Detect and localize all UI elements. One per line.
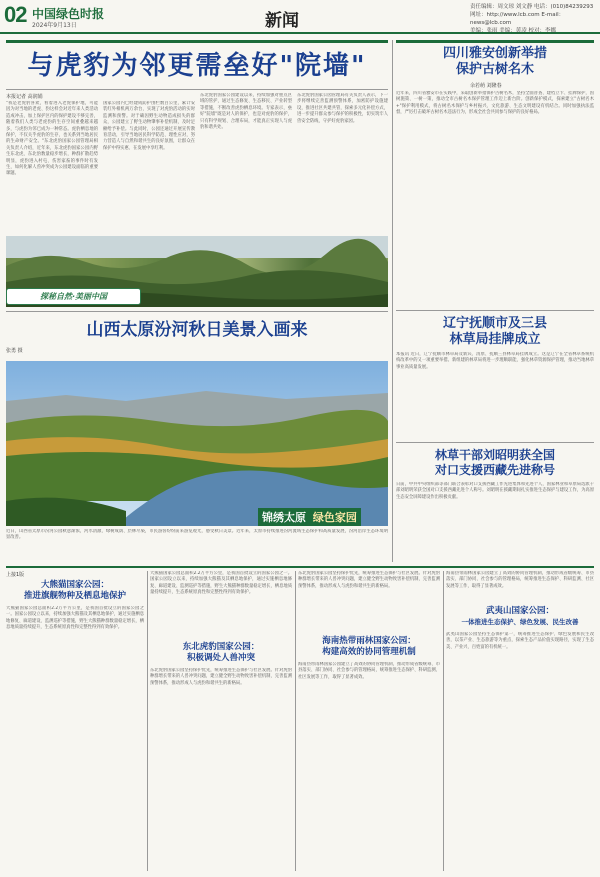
sichuan-headline <box>400 46 590 78</box>
linzhi-headline <box>400 448 590 478</box>
main-col-4: 东北虎豹国家公园管理局有关负责人表示，下一步将继续完善监测预警体系，加密防护设施建设，推进社区共建共管，探索多元化补偿方式，进一步提升群众参与保护的积极性，切实筑牢人兽安全防线，守护好虎豹家园。 <box>297 93 388 124</box>
linzhi-headline-line-2: 对口支援西藏先进称号 <box>434 463 555 477</box>
hainan-headline <box>298 636 440 658</box>
hainan-headline-1: 海南热带雨林国家公园： <box>322 636 416 646</box>
column-divider-b2 <box>295 571 296 871</box>
shanxi-badge <box>258 508 361 526</box>
bottom-mid-intro: 大熊猫国家公园总面积2.2万平方公里，是我国首批设立的国家公园之一。国家公园设立以来，持续加强大熊猫及其栖息地保护，通过实施栖息地修复、廊道建设、监测巡护等措施，野生大熊猫种群数量稳定增长，栖息地质量持续提升，生态系统原真性和完整性得到有效保护。 <box>150 571 292 596</box>
shanxi-photo-credit: 张勇 摄 <box>6 348 23 354</box>
column-divider-b3 <box>443 571 444 871</box>
contact-info <box>470 3 600 35</box>
sichuan-headline-line-2: 保护古树名木 <box>455 62 534 77</box>
main-col-3: 东北虎豹国家公园建设以来，持续加强对重点区域的管护，通过生态修复、生态移民、产业转型等措施，不断改善虎豹栖息环境。专家表示，垒好"院墙"既是对人的保护，也是对虎豹的保护，只有科学规划、合理布局，才能真正实现人与虎豹和谐共处。 <box>200 93 292 131</box>
linzhi-rule <box>396 442 594 443</box>
shanxi-top-rule <box>6 311 388 312</box>
bottom-right-body: 武夷山国家公园坚持生态保护第一，统筹推进生态保护、绿色发展和民生改善，以茶产业、生态旅游等为重点，探索生态产品价值实现路径，实现了生态美、产业兴、百姓富的有机统一。 <box>446 632 594 650</box>
contact-line-3: 美编：张雨 美编：黄凌 校对：李娜 <box>470 28 556 34</box>
bottom-right-subheadline: 一体推进生态保护、绿色发展、民生改善 <box>461 618 579 626</box>
bottom-right-intro: 海南热带雨林国家公园建立了高效的协同管理机制，推动形成省级统筹、市县落实、部门协同、社会参与的管理格局，统筹推进生态保护、科研监测、社区发展等工作，取得了显著成效。 <box>446 571 594 589</box>
bottom-left-body: 大熊猫国家公园总面积2.2万平方公里，是我国首批设立的国家公园之一。国家公园设立以来，持续加强大熊猫及其栖息地保护，通过实施栖息地修复、廊道建设、监测巡护等措施，野生大熊猫种群数量稳定增长，栖息地质量持续提升，生态系统原真性和完整性得到有效保护。 <box>6 606 144 631</box>
shanxi-badge-right: 绿色家园 <box>312 511 357 524</box>
liaoning-headline <box>400 316 590 348</box>
liaoning-headline-line-1: 辽宁抚顺市及三县 <box>442 316 547 331</box>
bottom-mid-headline <box>150 642 292 664</box>
shanxi-badge-left: 锦绣太原 <box>262 511 306 524</box>
main-headline-box <box>6 40 388 90</box>
logo-badge: 探秘自然·美丽中国 <box>6 288 141 305</box>
page-number: 02 <box>4 2 27 27</box>
column-divider-right <box>392 40 393 562</box>
paper-name: 中国绿色时报 <box>32 7 105 21</box>
sichuan-top-rule <box>396 40 594 43</box>
bottom-mid-body: 东北虎豹国家公园坚持保护优先，统筹推进生态保护与社区发展。针对虎豹种群增长带来的人兽冲突问题，建立健全野生动物致害补偿机制，完善监测预警体系，推动形成人与虎豹和谐共生的新格局。 <box>150 668 292 686</box>
section-title: 新闻 <box>265 11 299 31</box>
hainan-body: 海南热带雨林国家公园建立了高效的协同管理机制，推动形成省级统筹、市县落实、部门协同、社会参与的管理格局，统筹推进生态保护、科研监测、社区发展等工作，取得了显著成效。 <box>298 662 440 680</box>
liaoning-headline-line-2: 林草局挂牌成立 <box>449 332 541 347</box>
bottom-left-headline <box>6 580 144 602</box>
bottom-right-headline <box>446 606 594 628</box>
main-col-1: "我是老虎豹喜欢，看着进入老虎保护地，可能因为对当地的老虎、豹这样会对近年来人类活动造成冲击，加上保护区内的保护建设不够完善，随着我们人类与老虎豹的生存空间重叠越来越多，与虎豹为邻已成为一种常态。虎豹栖息地的保护，不仅关乎虎豹的生存，也关系到当地居民的生命财产安全。"东北虎豹国家公园管理局相关负责人介绍，近年来，东北虎豹国家公园内野生东北虎、东北豹数量稳步增长，种群扩散趋势明显，虎豹进入村屯、伤害家畜的事件时有发生，如何化解人兽冲突成为公园建设面临的重要课题。 <box>6 101 98 177</box>
paper-date: 2024年9月13日 <box>32 22 77 29</box>
main-col-2: 国家公园内已经建成防护围栏数百公里，累计安装红外相机两万余台，实现了对虎豹活动的实时监测和预警。对于确因野生动物造成损失的群众，公园建立了野生动物肇事补偿机制，及时足额给予补偿。与此同时，公园还通过开展宣传教育活动，引导当地居民科学防范、理性应对，努力营造人与自然和谐共生的良好氛围，让群众在保护中得实惠、在发展中享红利。 <box>103 101 195 151</box>
bottom-mid-headline-1: 东北虎豹国家公园： <box>182 642 260 652</box>
main-headline: 与虎豹为邻更需垒好"院墙" <box>27 51 367 81</box>
bottom-right-headline-1: 武夷山国家公园： <box>485 606 554 616</box>
river-park-image <box>6 361 388 526</box>
bottom-mid-headline-2: 积极调处人兽冲突 <box>186 653 255 663</box>
main-byline: 本报记者 高润娟 <box>6 94 43 100</box>
linzhi-body: 日前，中共中央组织部等部门联合表彰对口支援西藏工作先进集体和先进个人，国家林业和草原局选派干部刘昭明荣获全国对口支援西藏先进个人称号。刘昭明在援藏期间扎实推进生态保护与建设工作，为高原生态安全屏障建设作出积极贡献。 <box>396 482 594 500</box>
bottom-left-headline-2: 推进旗舰物种及栖息地保护 <box>23 591 126 601</box>
bottom-left-headline-1: 大熊猫国家公园： <box>40 580 109 590</box>
contact-line-2: 网址：http://www.lcb.com E-mail：news@lcb.com <box>470 12 565 26</box>
column-divider-b1 <box>147 571 148 871</box>
liaoning-body: 本报讯 近日，辽宁抚顺市林草局及新宾、清原、抚顺三县林草局挂牌成立。这是辽宁在全省林草系统机构改革中的又一项重要举措。新组建的林草局将进一步理顺职能，强化林草资源保护管理，推动当地林草事业高质量发展。 <box>396 352 594 370</box>
bottom-left-tag: 上接1版 <box>6 572 25 578</box>
sichuan-body: 近年来，四川省雅安市在实践中，采取创新举措保护古树名木，坚持全面普查、建档立卡、挂牌保护，因树施策、一树一策，推动全市古树名木保护管理工作迈上新台阶。创新保护模式，探索建立"古树名木+"保护利用模式，将古树名木保护与乡村振兴、文化旅游、生态文明建设有机结合。同时加强执法监督，严厉打击破坏古树名木违法行为，形成全社会共同参与保护的良好格局。 <box>396 91 594 116</box>
bottom-section-rule <box>6 566 594 568</box>
hainan-intro: 东北虎豹国家公园坚持保护优先，统筹推进生态保护与社区发展。针对虎豹种群增长带来的人兽冲突问题，建立健全野生动物致害补偿机制，完善监测预警体系，推动形成人与虎豹和谐共生的新格局。 <box>298 571 440 589</box>
hainan-headline-2: 构建高效的协同管理机制 <box>322 647 416 657</box>
contact-line-1: 责任编辑：周文琼 刘文静 电话：(010)84239293 <box>470 4 594 10</box>
linzhi-headline-line-1: 林草干部刘昭明获全国 <box>434 448 555 462</box>
masthead <box>0 0 600 34</box>
shanxi-photo <box>6 361 388 526</box>
sichuan-byline: 余若萌 刘隆春 <box>470 83 502 89</box>
shanxi-headline: 山西太原汾河秋日美景入画来 <box>86 320 308 340</box>
shanxi-caption: 近日，山西省太原市汾河公园秋意渐浓，河水清澈、绿树成荫、层林尽染，市民游客纷纷前来游览观光，感受秋日美景。近年来，太原市持续推进汾河流域生态保护和高质量发展，汾河沿岸生态环境明显改善。 <box>6 529 388 541</box>
liaoning-rule <box>396 310 594 311</box>
sichuan-headline-line-1: 四川雅安创新举措 <box>442 46 547 61</box>
